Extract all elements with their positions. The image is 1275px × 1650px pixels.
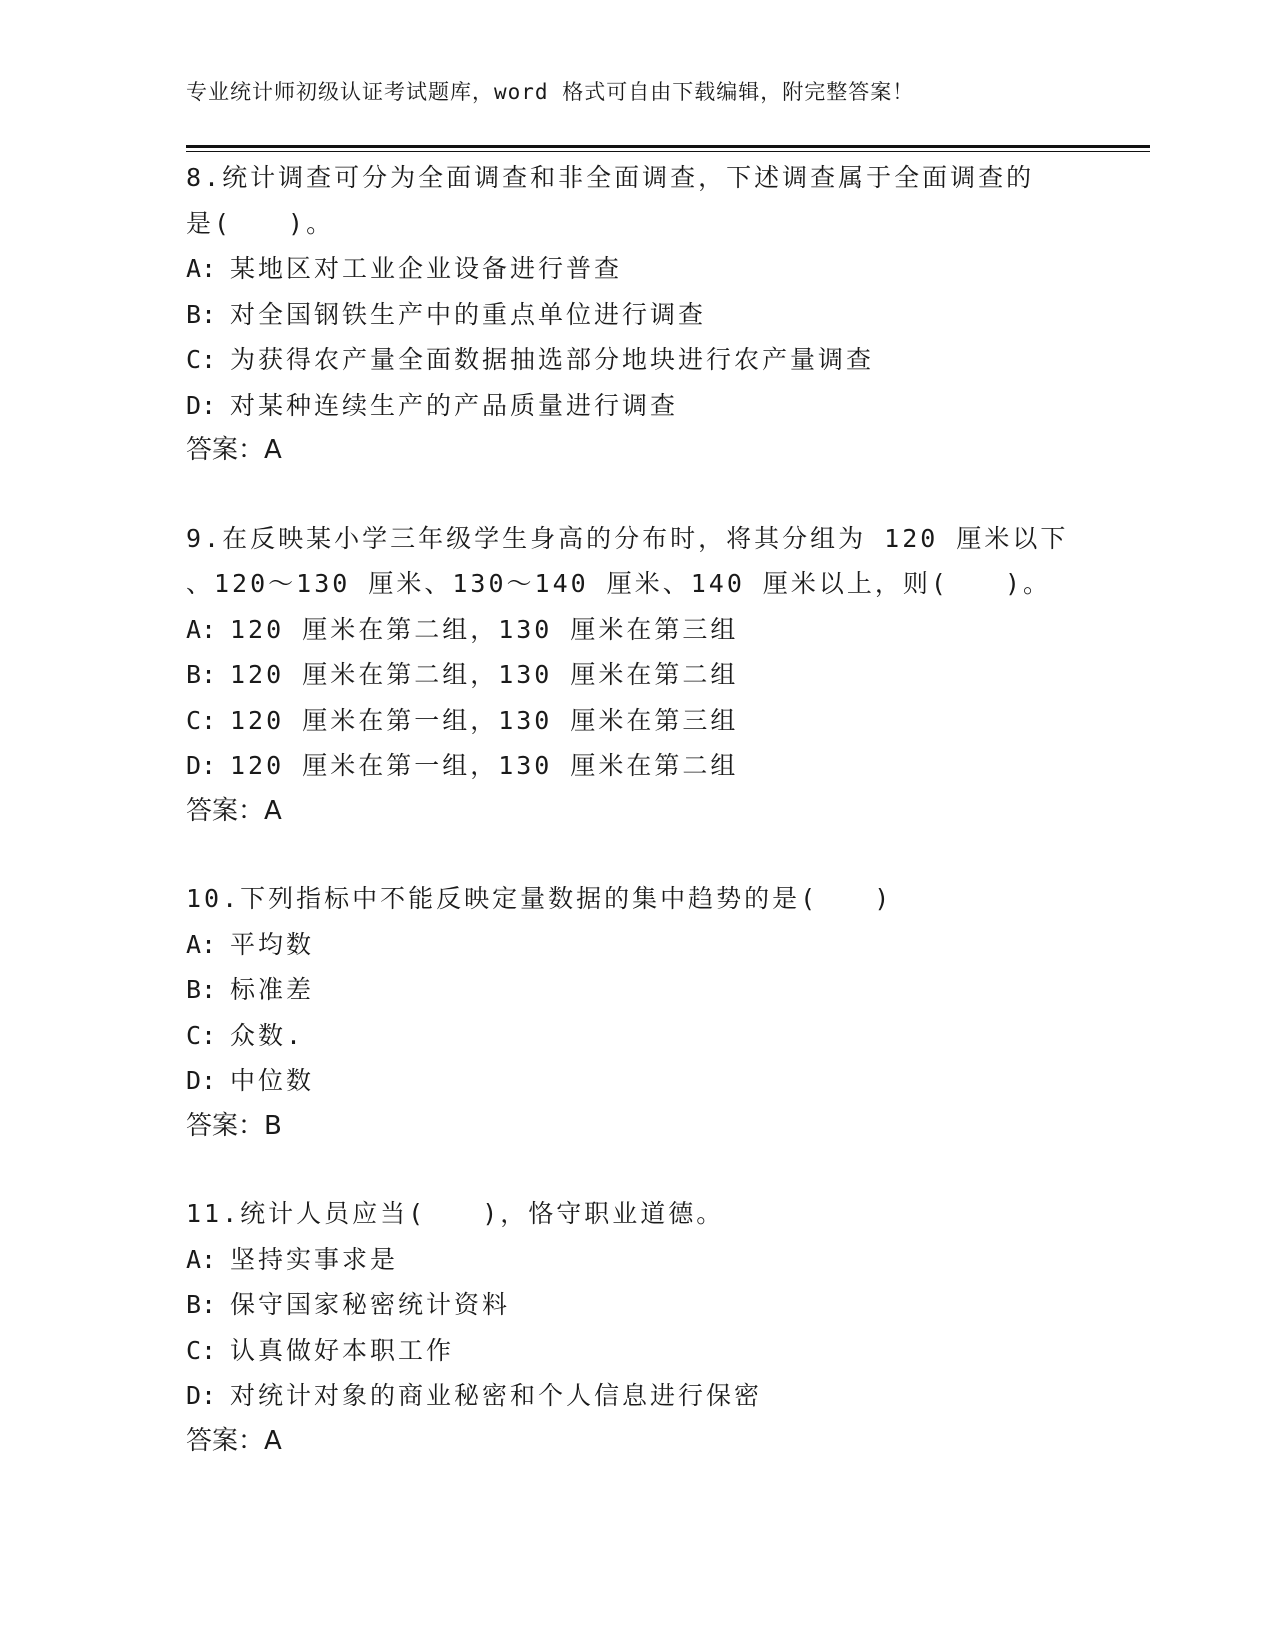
answer-line: 答案：A [186,795,282,826]
option-a [186,607,1086,653]
question-stem-line: 10.下列指标中不能反映定量数据的集中趋势的是( ) [186,884,893,913]
option-text: 标准差 [230,975,315,1004]
option-key: C: [186,345,217,374]
question-11 [186,1191,1086,1464]
option-d [186,1058,1086,1104]
option-text: 某地区对工业企业设备进行普查 [230,254,623,283]
question-stem-line: 、120～130 厘米、130～140 厘米、140 厘米以上，则( )。 [186,569,1052,598]
option-a [186,1237,1086,1283]
option-text: 120 厘米在第二组，130 厘米在第二组 [230,660,739,689]
question-list [186,155,1086,1506]
question-stem-line: 9.在反映某小学三年级学生身高的分布时，将其分组为 120 厘米以下 [186,523,1069,553]
question-stem-line: 8.统计调查可分为全面调查和非全面调查，下述调查属于全面调查的 [186,163,1035,192]
option-a [186,246,1086,292]
option-key: D: [186,1381,217,1410]
option-c [186,1013,1086,1059]
answer-line: 答案：A [186,1425,282,1456]
option-key: B: [186,1290,217,1319]
answer-line: 答案：B [186,1110,282,1141]
option-key: A: [186,1244,217,1274]
option-text: 保守国家秘密统计资料 [230,1290,511,1319]
option-b [186,1282,1086,1328]
option-text: 对全国钢铁生产中的重点单位进行调查 [230,299,707,329]
option-key: C: [186,1335,217,1365]
option-key: B: [186,299,217,329]
header-rule-thick [186,145,1150,148]
option-a [186,922,1086,968]
option-text: 坚持实事求是 [230,1244,399,1274]
option-b [186,967,1086,1013]
option-key: A: [186,254,217,283]
answer-line: 答案：A [186,435,282,465]
option-key: D: [186,1066,217,1095]
option-b [186,292,1086,338]
option-key: B: [186,975,217,1004]
option-c [186,698,1086,744]
option-text: 120 厘米在第一组，130 厘米在第二组 [230,751,739,780]
option-text: 对某种连续生产的产品质量进行调查 [230,390,679,420]
option-text: 120 厘米在第一组，130 厘米在第三组 [230,705,739,735]
option-d [186,743,1086,789]
question-8 [186,155,1086,474]
option-key: D: [186,751,217,780]
option-key: C: [186,1020,217,1050]
option-key: B: [186,660,217,689]
page-header: 专业统计师初级认证考试题库，word 格式可自由下载编辑，附完整答案！ [186,80,915,104]
question-9 [186,516,1086,835]
option-c [186,337,1086,383]
option-c [186,1328,1086,1374]
question-stem-line: 11.统计人员应当( )，恪守职业道德。 [186,1199,725,1228]
question-10 [186,876,1086,1149]
option-d [186,383,1086,429]
option-text: 认真做好本职工作 [230,1335,455,1365]
option-d [186,1373,1086,1419]
header-rule-thin [186,151,1150,152]
option-b [186,652,1086,698]
option-text: 众数. [230,1020,305,1050]
option-key: A: [186,929,217,959]
option-text: 120 厘米在第二组，130 厘米在第三组 [230,614,739,644]
option-key: D: [186,390,217,420]
question-stem-line: 是( )。 [186,208,335,238]
option-text: 平均数 [230,929,315,959]
option-text: 为获得农产量全面数据抽选部分地块进行农产量调查 [230,345,875,374]
option-text: 对统计对象的商业秘密和个人信息进行保密 [230,1381,763,1410]
option-key: A: [186,614,217,644]
option-text: 中位数 [230,1066,315,1095]
option-key: C: [186,705,217,735]
